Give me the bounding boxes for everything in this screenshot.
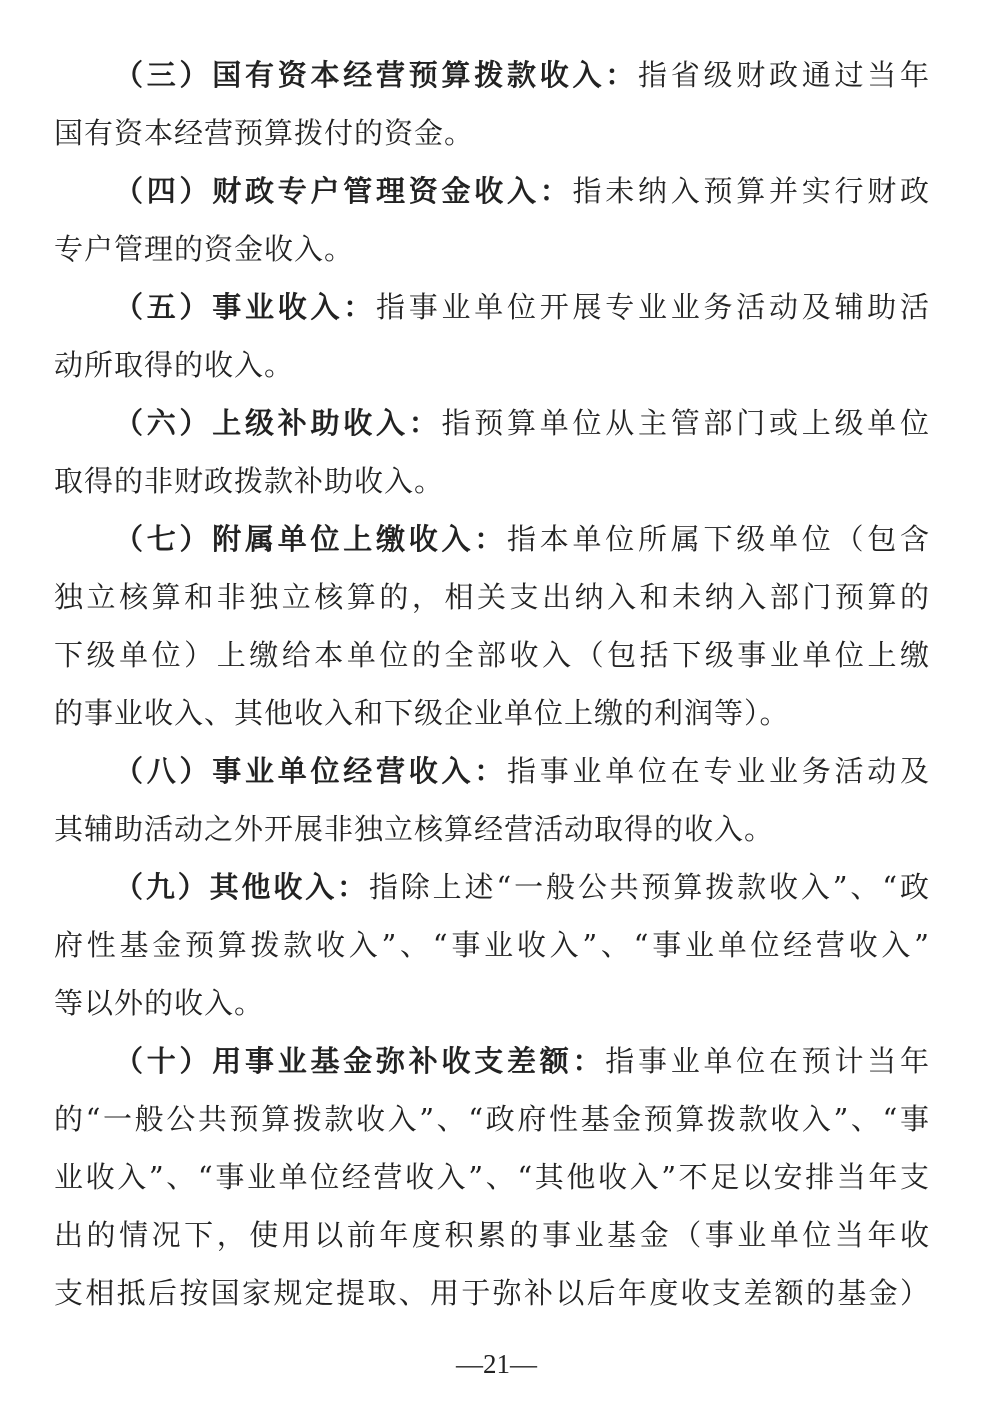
paragraph-line bbox=[54, 336, 930, 394]
paragraph-line bbox=[54, 858, 930, 916]
term-heading: （五）事业收入： bbox=[114, 290, 376, 324]
definition-text: 指预算单位从主管部门或上级单位 bbox=[441, 406, 930, 440]
term-heading: （六）上级补助收入： bbox=[114, 406, 442, 440]
paragraph-line bbox=[54, 626, 930, 684]
paragraph-line bbox=[54, 1264, 930, 1322]
definition-text: 动所取得的收入。 bbox=[54, 348, 295, 382]
page-number: —21— bbox=[456, 1349, 537, 1379]
definition-text: 府性基金预算拨款收入”、“事业收入”、“事业单位经营收入” bbox=[54, 928, 930, 962]
paragraph-line bbox=[54, 510, 930, 568]
paragraph-line bbox=[54, 394, 930, 452]
definition-text: 国有资本经营预算拨付的资金。 bbox=[54, 116, 475, 150]
paragraph-line bbox=[54, 1090, 930, 1148]
definition-text: 其辅助活动之外开展非独立核算经营活动取得的收入。 bbox=[54, 812, 775, 846]
paragraph-line bbox=[54, 452, 930, 510]
definition-text: 的事业收入、其他收入和下级企业单位上缴的利润等）。 bbox=[54, 696, 790, 730]
definition-text: 支相抵后按国家规定提取、用于弥补以后年度收支差额的基金） bbox=[54, 1276, 930, 1310]
paragraph-line bbox=[54, 162, 930, 220]
paragraph-line bbox=[54, 800, 930, 858]
term-heading: （四）财政专户管理资金收入： bbox=[114, 174, 573, 208]
definition-text: 指本单位所属下级单位（包含 bbox=[507, 522, 930, 556]
paragraph-line bbox=[54, 1032, 930, 1090]
paragraph-line bbox=[54, 46, 930, 104]
definition-text: 指除上述“一般公共预算拨款收入”、“政 bbox=[368, 870, 930, 904]
definition-text: 的“一般公共预算拨款收入”、“政府性基金预算拨款收入”、“事 bbox=[54, 1102, 930, 1136]
paragraph-line bbox=[54, 104, 930, 162]
term-heading: （九）其他收入： bbox=[114, 870, 369, 904]
paragraph-line bbox=[54, 1206, 930, 1264]
definition-text: 指事业单位在预计当年 bbox=[605, 1044, 930, 1078]
definition-text: 指事业单位开展专业业务活动及辅助活 bbox=[376, 290, 930, 324]
definition-text: 指未纳入预算并实行财政 bbox=[572, 174, 930, 208]
paragraph-line bbox=[54, 916, 930, 974]
term-heading: （七）附属单位上缴收入： bbox=[114, 522, 507, 556]
definition-text: 出的情况下，使用以前年度积累的事业基金（事业单位当年收 bbox=[54, 1218, 930, 1252]
definition-text: 下级单位）上缴给本单位的全部收入（包括下级事业单位上缴 bbox=[54, 638, 930, 672]
definition-text: 独立核算和非独立核算的，相关支出纳入和未纳入部门预算的 bbox=[54, 580, 930, 614]
definition-text: 取得的非财政拨款补助收入。 bbox=[54, 464, 445, 498]
definition-text: 业收入”、“事业单位经营收入”、“其他收入”不足以安排当年支 bbox=[54, 1160, 930, 1194]
term-heading: （八）事业单位经营收入： bbox=[114, 754, 507, 788]
definition-text: 指省级财政通过当年 bbox=[637, 58, 930, 92]
paragraph-line bbox=[54, 974, 930, 1032]
document-body bbox=[54, 46, 930, 1322]
paragraph-line bbox=[54, 1148, 930, 1206]
paragraph-line bbox=[54, 742, 930, 800]
definition-text: 专户管理的资金收入。 bbox=[54, 232, 355, 266]
term-heading: （十）用事业基金弥补收支差额： bbox=[114, 1044, 606, 1078]
term-heading: （三）国有资本经营预算拨款收入： bbox=[114, 58, 638, 92]
definition-text: 等以外的收入。 bbox=[54, 986, 265, 1020]
paragraph-line bbox=[54, 278, 930, 336]
definition-text: 指事业单位在专业业务活动及 bbox=[507, 754, 930, 788]
paragraph-line bbox=[54, 220, 930, 278]
paragraph-line bbox=[54, 568, 930, 626]
paragraph-line bbox=[54, 684, 930, 742]
